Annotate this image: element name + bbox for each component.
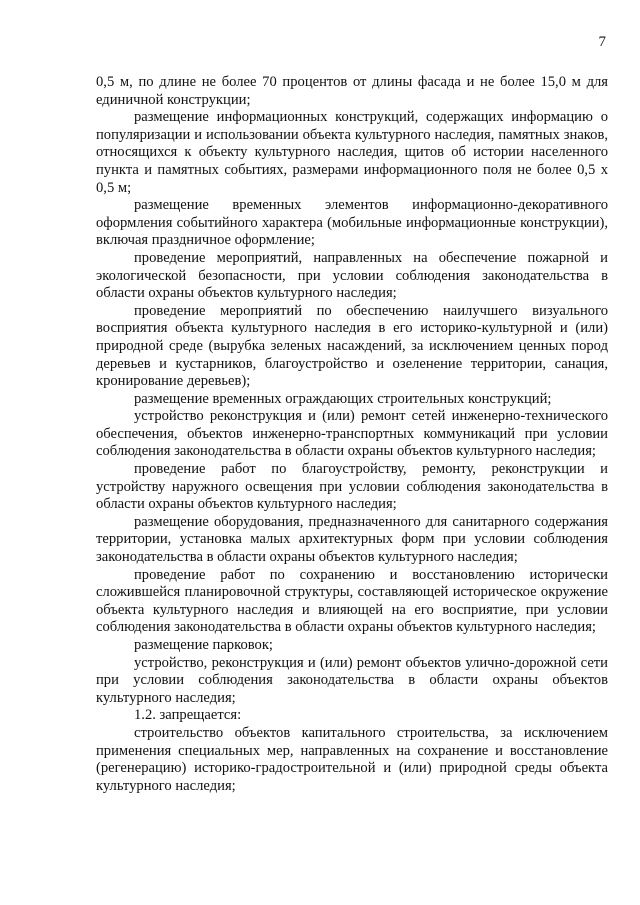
paragraph-capital-construction: строительство объектов капитального строительства, за исключением применения специальных мер, направленных на сохранение и восстановление (регенерацию) историко-градостроительной и (или) природной среды объекта культурного наследия; <box>96 724 608 794</box>
paragraph-visual-perception: проведение мероприятий по обеспечению наилучшего визуального восприятия объекта культурного наследия в его историко-культурной и (или) природной среде (вырубка зеленых насаждений, за исключением ценных пород деревьев и кустарников, благоустройство и озеленение территории, санация, кронирование деревьев); <box>96 302 608 390</box>
paragraph-historic-planning: проведение работ по сохранению и восстановлению исторически сложившейся планировочной структуры, составляющей историческое окружение объекта культурного наследия и влияющей на его восприятие, при условии соблюдения законодательства в области охраны объектов культурного наследия; <box>96 566 608 636</box>
paragraph-sanitary-equipment: размещение оборудования, предназначенного для санитарного содержания территории, установка малых архитектурных форм при условии соблюдения законодательства в области охраны объектов культурного наследия; <box>96 513 608 566</box>
paragraph-temporary-decor: размещение временных элементов информационно-декоративного оформления событийного характера (мобильные информационные конструкции), включая праздничное оформление; <box>96 197 608 249</box>
paragraph-landscaping-lighting: проведение работ по благоустройству, ремонту, реконструкции и устройству наружного освещения при условии соблюдения законодательства в области охраны объектов культурного наследия; <box>96 461 608 513</box>
paragraph-fire-ecology-safety: проведение мероприятий, направленных на обеспечение пожарной и экологической безопасности, при условии соблюдения законодательства в области охраны объектов культурного наследия; <box>96 249 608 302</box>
paragraph-road-network: устройство, реконструкция и (или) ремонт объектов улично-дорожной сети при условии соблюдения законодательства в области охраны объектов культурного наследия; <box>96 654 608 706</box>
document-body <box>96 74 608 795</box>
paragraph-temporary-fences: размещение временных ограждающих строительных конструкций; <box>134 390 552 407</box>
paragraph-parking: размещение парковок; <box>134 637 273 653</box>
paragraph-engineering-networks: устройство реконструкция и (или) ремонт сетей инженерно-технического обеспечения, объектов инженерно-транспортных коммуникаций при условии соблюдения законодательства в области охраны объектов культурного наследия; <box>96 408 608 460</box>
page-number: 7 <box>598 34 606 50</box>
paragraph-continuation: 0,5 м, по длине не более 70 процентов от длины фасада и не более 15,0 м для единичной конструкции; <box>96 74 608 108</box>
section-heading-prohibited: 1.2. запрещается: <box>134 707 242 724</box>
paragraph-information-constructions: размещение информационных конструкций, содержащих информацию о популяризации и использовании объекта культурного наследия, памятных знаков, относящихся к объекту культурного наследия, щитов об истории населенного пункта и памятных событиях, размерами информационного поля не более 0,5 х 0,5 м; <box>96 109 608 196</box>
